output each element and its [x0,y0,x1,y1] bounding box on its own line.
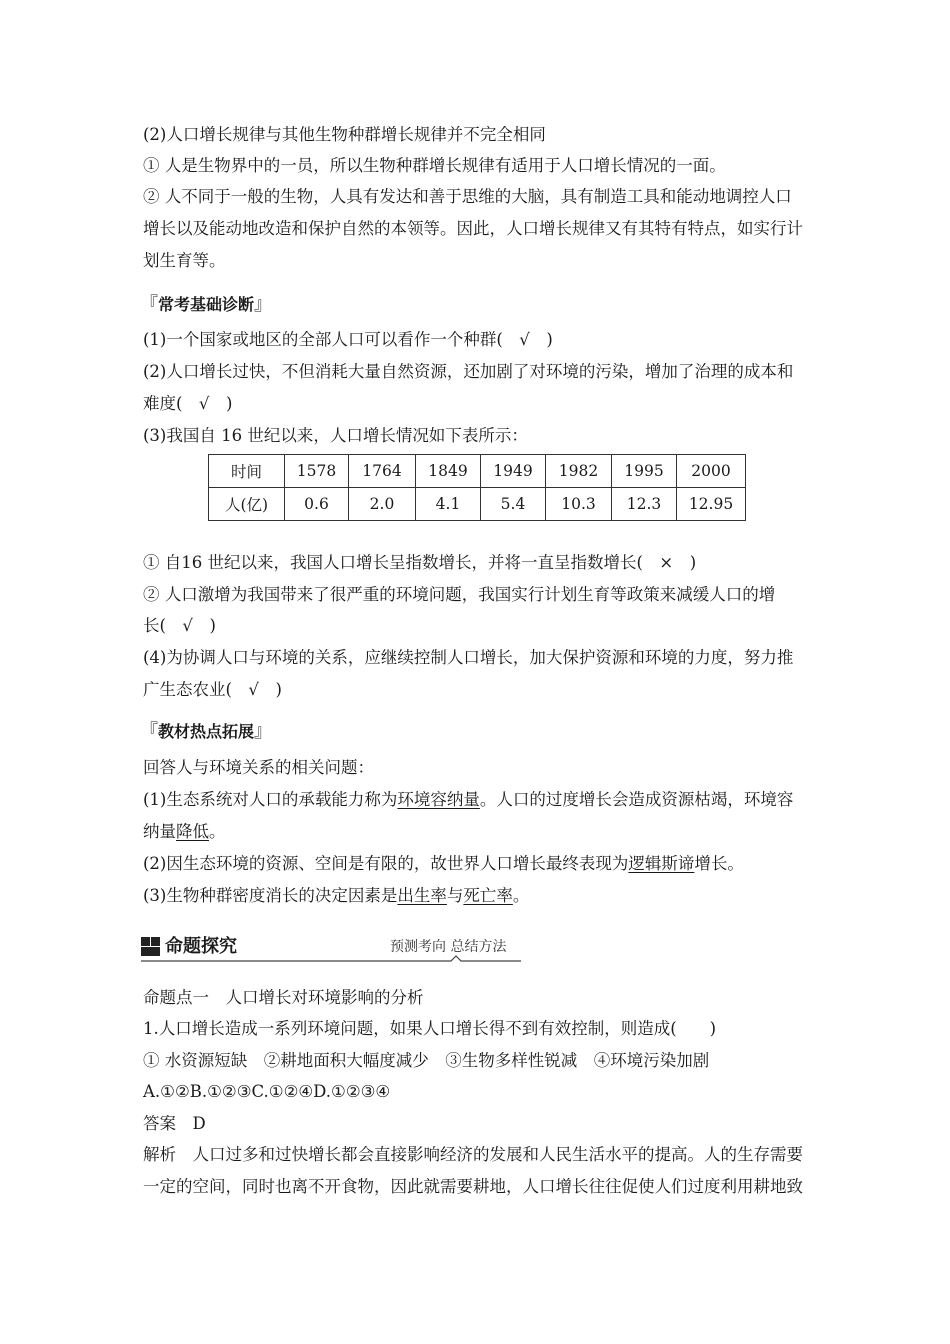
question-line: (3)我国自 16 世纪以来，人口增长情况如下表所示： [143,426,528,445]
underlined-answer: 降低 [176,822,209,841]
table-cell: 1764 [349,455,416,488]
answer-line: 答案 D [143,1114,206,1133]
right-bracket: 』 [254,294,273,315]
question-line: ① 自16 世纪以来，我国人口增长呈指数增长，并将一直呈指数增长( × ) [143,553,697,572]
underlined-answer: 逻辑斯谛 [628,854,695,873]
table-row [209,488,746,521]
explanation-line: 一定的空间，同时也离不开食物，因此就需要耕地，人口增长往往促使人们过度利用耕地致 [143,1177,803,1196]
question-line: (2)人口增长过快，不但消耗大量自然资源，还加剧了对环境的污染，增加了治理的成本和 [143,362,794,381]
text-line [143,788,793,812]
text-line [143,852,744,876]
table-cell: 12.3 [612,488,677,521]
table-cell: 人(亿) [209,488,285,521]
text-line: 划生育等。 [143,251,226,270]
table-cell: 2.0 [349,488,416,521]
text-span: 。 [512,886,530,905]
text-span: (1)生态系统对人口的承载能力称为 [143,790,398,809]
question-line: A.①②B.①②③C.①②④D.①②③④ [143,1082,391,1101]
explanation-line: 解析 人口过多和过快增长都会直接影响经济的发展和人民生活水平的提高。人的生存需要 [143,1145,803,1164]
table-cell: 5.4 [481,488,546,521]
text-line: (2)人口增长规律与其他生物种群增长规律并不完全相同 [143,125,546,144]
question-line: ① 水资源短缺 ②耕地面积大幅度减少 ③生物多样性锐减 ④环境污染加剧 [143,1051,710,1070]
table-cell: 1849 [416,455,481,488]
text-line: 回答人与环境关系的相关问题： [143,758,374,777]
question-line: (4)为协调人口与环境的关系，应继续控制人口增长，加大保护资源和环境的力度，努力推 [143,648,794,667]
question-line: 1.人口增长造成一系列环境问题，如果人口增长得不到有效控制，则造成( ) [143,1019,717,1038]
question-line: 长( √ ) [143,616,216,635]
table-cell: 4.1 [416,488,481,521]
table-cell: 0.6 [285,488,349,521]
table-row [209,455,746,488]
table-cell: 1982 [546,455,612,488]
underlined-answer: 死亡率 [463,886,513,905]
table-cell: 12.95 [677,488,746,521]
heading-title: 常考基础诊断 [158,295,255,314]
text-span: 增长。 [694,854,744,873]
text-line: ① 人是生物界中的一员，所以生物种群增长规律有适用于人口增长情况的一面。 [143,156,726,175]
section-subtitle: 预测考向 总结方法 [390,939,507,955]
text-span: 。 [209,822,226,841]
text-line [143,884,529,908]
question-line: (1)一个国家或地区的全部人口可以看作一个种群( √ ) [143,330,553,349]
text-line: 增长以及能动地改造和保护自然的本领等。因此，人口增长规律又有其特有特点，如实行计 [143,219,803,238]
table-cell: 10.3 [546,488,612,521]
question-line: 广生态农业( √ ) [143,680,282,699]
text-line [143,820,226,844]
section-heading-extension [140,720,272,744]
section-heading-diagnosis [140,293,272,317]
left-bracket: 『 [140,721,158,742]
question-line: 难度( √ ) [143,394,233,413]
text-span: (2)因生态环境的资源、空间是有限的，故世界人口增长最终表现为 [143,854,629,873]
table-cell: 1578 [285,455,349,488]
table-cell: 时间 [209,455,285,488]
underlined-answer: 出生率 [397,886,447,905]
text-line: 命题点一 人口增长对环境影响的分析 [143,988,424,1007]
question-line: ② 人口激增为我国带来了很严重的环境问题，我国实行计划生育等政策来减缓人口的增 [143,585,776,604]
population-table [208,454,746,521]
text-span: (3)生物种群密度消长的决定因素是 [143,886,398,905]
section-title: 命题探究 [165,936,237,957]
underlined-answer: 环境容纳量 [397,790,480,809]
right-bracket: 』 [254,721,273,742]
table-cell: 2000 [677,455,746,488]
table-cell: 1995 [612,455,677,488]
table-cell: 1949 [481,455,546,488]
text-span: 。人口的过度增长会造成资源枯竭，环境容 [479,790,794,809]
section-banner [141,935,521,965]
left-bracket: 『 [140,294,158,315]
text-span: 与 [446,886,464,905]
heading-title: 教材热点拓展 [158,722,255,741]
text-line: ② 人不同于一般的生物，人具有发达和善于思维的大脑，具有制造工具和能动地调控人口 [143,187,792,206]
text-span: 纳量 [143,822,176,841]
